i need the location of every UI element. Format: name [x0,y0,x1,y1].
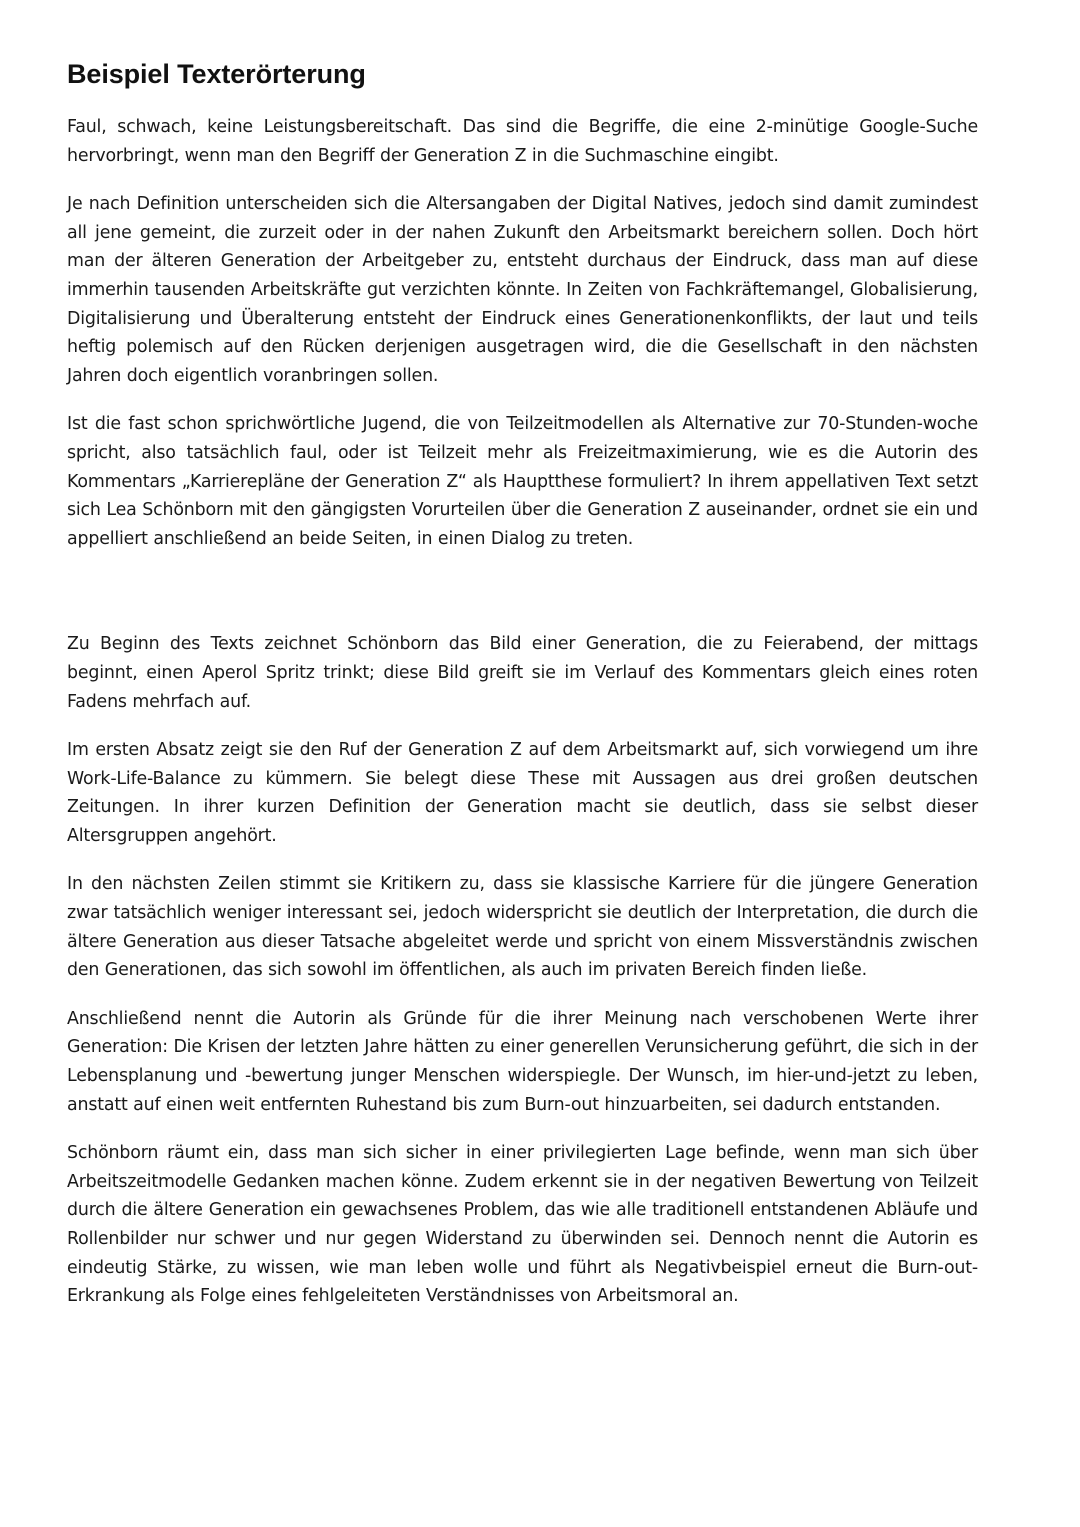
paragraph-beginn: Zu Beginn des Texts zeichnet Schönborn das Bild einer Generation, die zu Feierabend, der mittags beginnt, einen Aperol Spritz trinkt; diese Bild greift sie im Verlauf des Kommentars gleich eines roten Fadens mehrfach auf. [67,634,978,712]
paragraph-gruende: Anschließend nennt die Autorin als Gründe für die ihrer Meinung nach verschobenen Werte ihrer Generation: Die Krisen der letzten Jahre hätten zu einer generellen Verunsicherung geführt, die sich in der Lebensplanung und -bewertung junger Menschen widerspiegle. Der Wunsch, im hier-und-jetzt zu leben, anstatt auf einen weit entfernten Ruhestand bis zum Burn-out hinzuarbeiten, sei dadurch entstanden. [67,1008,978,1115]
paragraph-raeumt-ein: Schönborn räumt ein, dass man sich sicher in einer privilegierten Lage befinde, wenn man sich über Arbeitszeitmodelle Gedanken machen könne. Zudem erkennt sie in der negativen Bewertung von Teilzeit durch die ältere Generation ein gewachsenes Problem, das wie alle traditionell entstandenen Abläufe und Rollenbilder nur schwer und nur gegen Widerstand zu überwinden sei. Dennoch nennt die Autorin es eindeutig Stärke, zu wissen, wie man leben wolle und führt als Negativbeispiel erneut die Burn-out-Erkrankung als Folge eines fehlgeleiteten Verständnisses von Arbeitsmoral an. [67,1143,978,1307]
paragraph-erster-absatz: Im ersten Absatz zeigt sie den Ruf der Generation Z auf dem Arbeitsmarkt auf, sich vorwiegend um ihre Work-Life-Balance zu kümmern. Sie belegt diese These mit Aussagen aus drei großen deutschen Zeitungen. In ihrer kurzen Definition der Generation macht sie deutlich, dass sie selbst dieser Altersgruppen angehört. [67,740,978,846]
paragraph-naechste-zeilen: In den nächsten Zeilen stimmt sie Kritikern zu, dass sie klassische Karriere für die jüngere Generation zwar tatsächlich weniger interessant sei, jedoch widerspricht sie deutlich der Interpretation, die durch die ältere Generation aus dieser Tatsache abgeleitet werde und spricht von einem Missverständnis zwischen den Generationen, das sich sowohl im öffentlichen, als auch im privaten Bereich finden ließe. [67,874,978,981]
paragraph-spacer [67,573,978,630]
document-content [67,0,978,1311]
paragraph-these: Ist die fast schon sprichwörtliche Jugend, die von Teilzeitmodellen als Alternative zur 70-Stunden-woche spricht, also tatsächlich faul, oder ist Teilzeit mehr als Freizeitmaximierung, wie es die Autorin des Kommentars „Karrierepläne der Generation Z“ als Hauptthese formuliert? In ihrem appellativen Text setzt sich Lea Schönborn mit den gängigsten Vorurteilen über die Generation Z auseinander, ordnet sie ein und appelliert anschließend an beide Seiten, in einen Dialog zu treten. [67,414,978,549]
document-body [67,90,978,1311]
paragraph-definition: Je nach Definition unterscheiden sich die Altersangaben der Digital Natives, jedoch sind damit zumindest all jene gemeint, die zurzeit oder in der nahen Zukunft den Arbeitsmarkt bereichern sollen. Doch hört man der älteren Generation der Arbeitgeber zu, entsteht durchaus der Eindruck, dass man auf diese immerhin tausenden Arbeitskräfte gut verzichten könnte. In Zeiten von Fachkräftemangel, Globalisierung, Digitalisierung und Überalterung entsteht der Eindruck eines Generationenkonflikts, der laut und teils heftig polemisch auf den Rücken derjenigen ausgetragen wird, die die Gesellschaft in den nächsten Jahren doch eigentlich voranbringen sollen. [67,194,978,386]
paragraph-intro: Faul, schwach, keine Leistungsbereitschaft. Das sind die Begriffe, die eine 2-minütige Google-Suche hervorbringt, wenn man den Begriff der Generation Z in die Suchmaschine eingibt. [67,117,978,166]
page-title: Beispiel Texterörterung [67,59,366,89]
